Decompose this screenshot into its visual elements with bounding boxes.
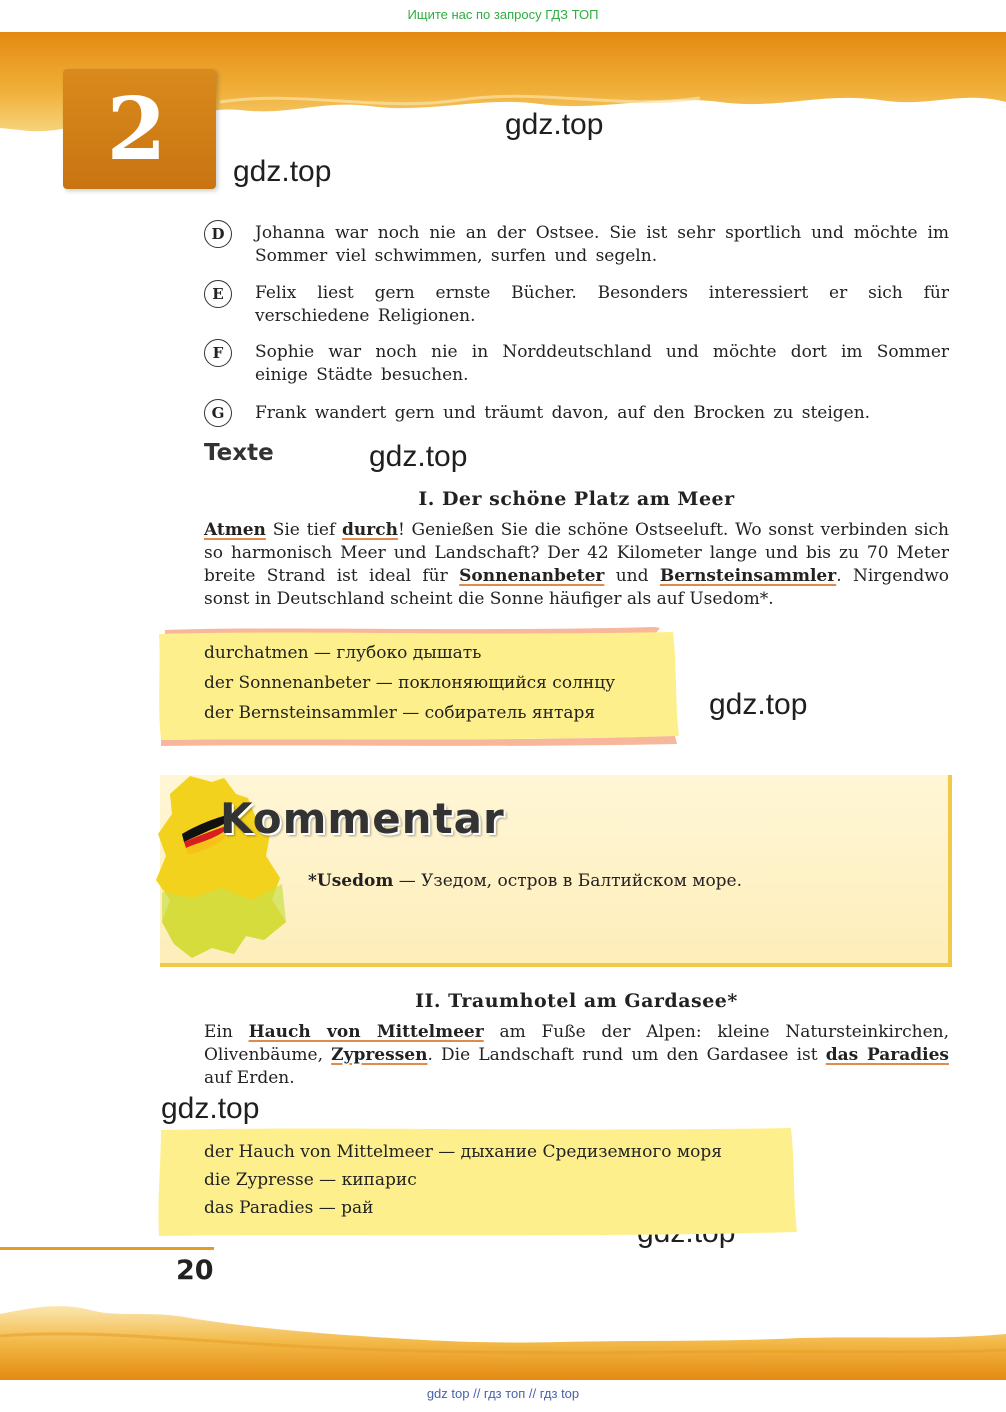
kommentar-term: *Usedom (308, 871, 394, 891)
vocab-entry: der Hauch von Mittelmeer — дыхание Средиземного моря (204, 1142, 722, 1162)
bottom-note: gdz top // гдз топ // гдз top (426, 1386, 580, 1401)
watermark: gdz.top (369, 440, 468, 473)
vocab-entry: die Zypresse — кипарис (204, 1170, 417, 1190)
item-text: Frank wandert gern und träumt davon, auf den Brocken zu steigen. (255, 403, 871, 423)
bottom-banner (0, 1296, 1006, 1382)
item-letter: D (204, 220, 232, 248)
watermark: gdz.top (233, 155, 332, 188)
kommentar-definition: — Узедом, остров в Балтийском море. (393, 871, 743, 891)
item-text: Johanna war noch nie an der Ostsee. Sie ist sehr sportlich und möchte im Sommer viel schwimmen, surfen und segeln. (255, 223, 949, 266)
page-number: 20 (176, 1255, 214, 1286)
vocab-word: Zypressen (331, 1045, 428, 1065)
watermark: gdz.top (709, 688, 808, 721)
item-letter: F (204, 339, 232, 367)
vocab-word: Bernsteinsammler (659, 566, 837, 586)
vocab-word: Atmen (204, 520, 266, 540)
vocab-word: durch (342, 520, 398, 540)
vocab-list-1 (204, 638, 674, 728)
text1-heading: I. Der schöne Platz am Meer (418, 488, 735, 510)
item-letter: E (204, 280, 232, 308)
page-number-rule (0, 1247, 214, 1250)
vocab-word: Sonnenanbeter (459, 566, 605, 586)
text2-heading: II. Traumhotel am Gardasee* (415, 990, 738, 1012)
item-text: Sophie war noch nie in Norddeutschland und möchte dort im Sommer einige Städte besuchen. (255, 342, 949, 385)
top-note: Ищите нас по запросу ГДЗ ТОП (407, 7, 599, 22)
vocab-word: das Paradies (825, 1045, 949, 1065)
chapter-badge (63, 69, 216, 189)
vocab-list-2 (204, 1138, 794, 1222)
vocab-entry: durchatmen — глубоко дышать (204, 643, 482, 663)
item-text: Felix liest gern ernste Bücher. Besonders interessiert er sich für verschiedene Religionen. (255, 283, 949, 326)
chapter-number: 2 (106, 78, 167, 180)
vocab-entry: das Paradies — рай (204, 1198, 374, 1218)
section-title: Texte (204, 440, 274, 466)
vocab-entry: der Bernsteinsammler — собиратель янтаря (204, 703, 596, 723)
kommentar-title: Kommentar (220, 794, 505, 843)
item-letter: G (204, 399, 232, 427)
watermark: gdz.top (161, 1092, 260, 1125)
text2-paragraph: Ein Hauch von Mittelmeer am Fuße der Alpen: kleine Natursteinkirchen, Olivenbäume, Zypressen. Die Landschaft rund um den Gardasee ist das Paradies auf Erden. (204, 1022, 949, 1088)
kommentar-note (308, 871, 742, 891)
vocab-entry: der Sonnenanbeter — поклоняющийся солнцу (204, 673, 616, 693)
vocab-word: Hauch von Mittelmeer (248, 1022, 484, 1042)
text1-paragraph: Atmen Sie tief durch! Genießen Sie die schöne Ostseeluft. Wo sonst verbinden sich so harmonisch Meer und Landschaft? Der 42 Kilometer lange und bis zu 70 Meter breite Strand ist ideal für Sonnenanbeter und Bernsteinsammler. Nirgendwo sonst in Deutschland scheint die Sonne häufiger als auf Usedom*. (204, 520, 949, 609)
watermark: gdz.top (505, 108, 604, 141)
